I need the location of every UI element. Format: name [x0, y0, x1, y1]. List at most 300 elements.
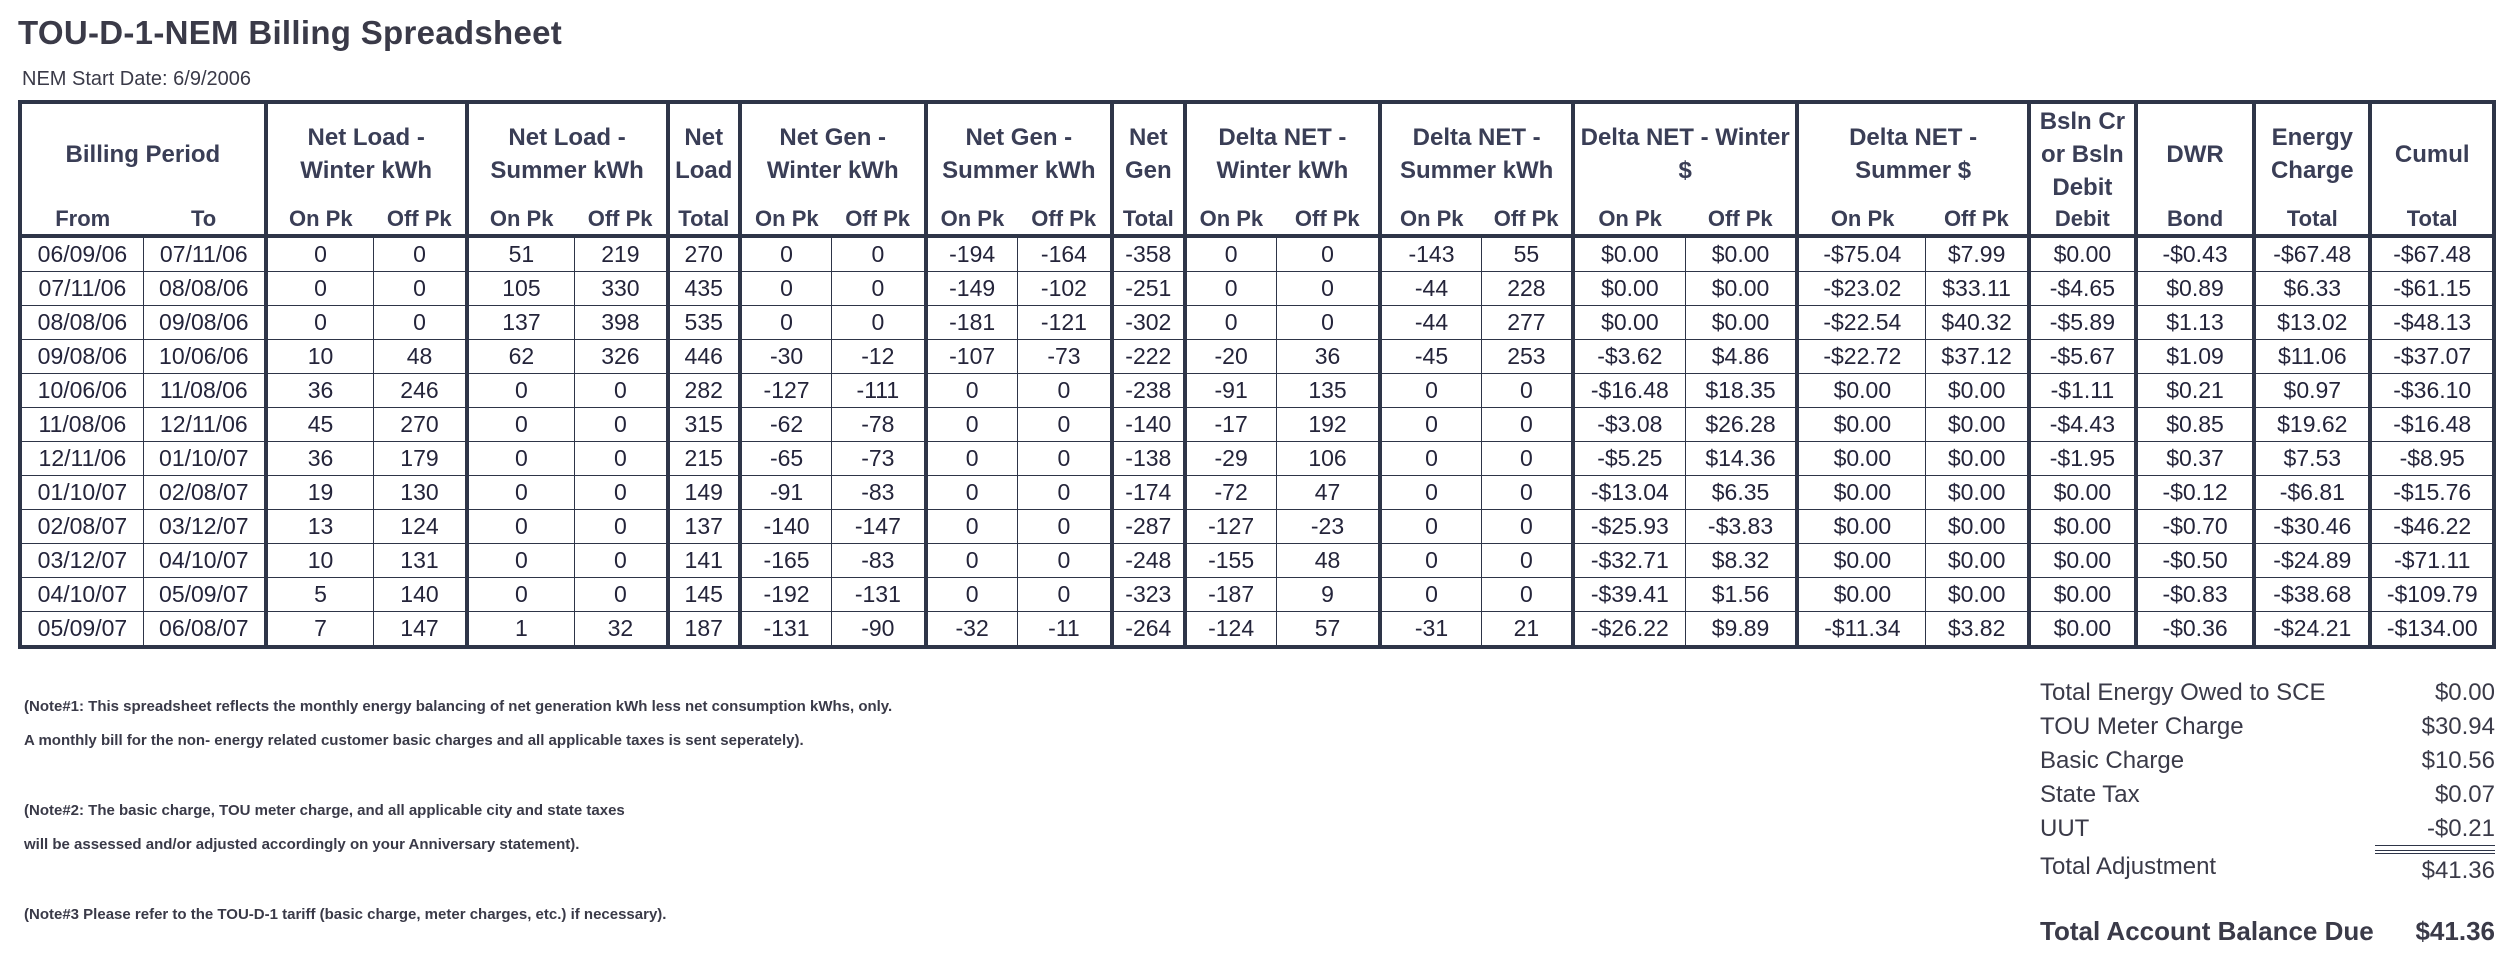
header-delta-net-winter-kwh: Delta NET - Winter kWh: [1185, 102, 1381, 204]
table-cell: -143: [1380, 236, 1481, 272]
table-cell: $0.00: [1926, 408, 2029, 442]
table-cell: 07/11/06: [20, 272, 143, 306]
table-cell: -$24.21: [2254, 612, 2370, 648]
header-net-gen: Net Gen: [1112, 102, 1184, 204]
table-cell: 10/06/06: [143, 340, 265, 374]
note-1-line-2: A monthly bill for the non- energy related customer basic charges and all applicable taxes is sent seperately).: [24, 732, 804, 749]
table-cell: 192: [1276, 408, 1380, 442]
summary-row-basic-charge: [2040, 744, 2495, 778]
table-cell: 0: [926, 510, 1018, 544]
table-cell: 02/08/07: [20, 510, 143, 544]
table-cell: 0: [926, 408, 1018, 442]
table-cell: -$38.68: [2254, 578, 2370, 612]
table-cell: -29: [1185, 442, 1277, 476]
table-cell: $6.33: [2254, 272, 2370, 306]
subheader-cell: Total: [668, 204, 740, 236]
table-cell: 08/08/06: [20, 306, 143, 340]
table-cell: 0: [575, 476, 668, 510]
table-cell: 124: [374, 510, 467, 544]
table-cell: 10: [266, 340, 374, 374]
table-cell: -73: [832, 442, 926, 476]
summary-label: TOU Meter Charge: [2040, 713, 2244, 740]
total-adjustment-amount: $41.36: [2375, 850, 2495, 884]
table-cell: 0: [926, 442, 1018, 476]
table-cell: 0: [1380, 510, 1481, 544]
header-net-load-winter: Net Load - Winter kWh: [266, 102, 467, 204]
table-cell: 315: [668, 408, 740, 442]
table-cell: -194: [926, 236, 1018, 272]
table-cell: -174: [1112, 476, 1184, 510]
header-cumul: Cumul: [2370, 102, 2494, 204]
table-cell: -$5.67: [2029, 340, 2136, 374]
table-cell: $13.02: [2254, 306, 2370, 340]
table-cell: 0: [1017, 544, 1112, 578]
table-cell: -$67.48: [2254, 236, 2370, 272]
header-delta-net-winter-usd: Delta NET - Winter $: [1573, 102, 1797, 204]
table-cell: 0: [1481, 374, 1573, 408]
table-cell: 5: [266, 578, 374, 612]
table-cell: $18.35: [1685, 374, 1797, 408]
subheader-cell: On Pk: [266, 204, 374, 236]
table-cell: $0.00: [1573, 272, 1685, 306]
table-cell: -$8.95: [2370, 442, 2494, 476]
balance-due-label: Total Account Balance Due: [2040, 916, 2374, 946]
table-cell: 48: [374, 340, 467, 374]
table-cell: -17: [1185, 408, 1277, 442]
subheader-cell: On Pk: [1185, 204, 1277, 236]
table-cell: 10: [266, 544, 374, 578]
table-cell: 0: [467, 408, 575, 442]
table-cell: 149: [668, 476, 740, 510]
table-cell: -140: [740, 510, 832, 544]
table-cell: -91: [1185, 374, 1277, 408]
subheader-cell: From: [20, 204, 143, 236]
table-cell: $4.86: [1685, 340, 1797, 374]
table-cell: 106: [1276, 442, 1380, 476]
table-cell: 0: [1017, 374, 1112, 408]
subheader-cell: On Pk: [1797, 204, 1925, 236]
table-cell: 270: [668, 236, 740, 272]
table-cell: -323: [1112, 578, 1184, 612]
table-cell: 12/11/06: [143, 408, 265, 442]
table-cell: 0: [1276, 272, 1380, 306]
table-cell: 0: [1380, 476, 1481, 510]
table-cell: 02/08/07: [143, 476, 265, 510]
summary-row-balance-due: [2040, 914, 2495, 948]
table-cell: 13: [266, 510, 374, 544]
table-cell: -$6.81: [2254, 476, 2370, 510]
table-cell: 36: [1276, 340, 1380, 374]
table-cell: 137: [467, 306, 575, 340]
table-cell: 04/10/07: [20, 578, 143, 612]
table-cell: $0.00: [1797, 408, 1925, 442]
table-cell: 253: [1481, 340, 1573, 374]
table-row: [20, 272, 2494, 306]
table-cell: -90: [832, 612, 926, 648]
table-cell: -$71.11: [2370, 544, 2494, 578]
table-cell: -187: [1185, 578, 1277, 612]
table-cell: 145: [668, 578, 740, 612]
table-cell: 0: [467, 442, 575, 476]
table-cell: $14.36: [1685, 442, 1797, 476]
table-cell: 0: [575, 510, 668, 544]
table-cell: 0: [1185, 272, 1277, 306]
table-cell: $37.12: [1926, 340, 2029, 374]
table-cell: 147: [374, 612, 467, 648]
table-cell: 0: [266, 272, 374, 306]
table-cell: -149: [926, 272, 1018, 306]
header-delta-net-summer-kwh: Delta NET - Summer kWh: [1380, 102, 1573, 204]
table-cell: 0: [740, 272, 832, 306]
table-row: [20, 612, 2494, 648]
table-cell: 0: [575, 408, 668, 442]
table-cell: -164: [1017, 236, 1112, 272]
table-cell: -$5.25: [1573, 442, 1685, 476]
table-cell: -$67.48: [2370, 236, 2494, 272]
table-cell: 0: [1185, 236, 1277, 272]
table-cell: $8.32: [1685, 544, 1797, 578]
table-cell: $0.00: [1797, 544, 1925, 578]
table-cell: -358: [1112, 236, 1184, 272]
balance-due-amount: $41.36: [2415, 916, 2495, 946]
table-cell: -91: [740, 476, 832, 510]
table-cell: 398: [575, 306, 668, 340]
table-row: [20, 578, 2494, 612]
note-1-line-1: (Note#1: This spreadsheet reflects the monthly energy balancing of net generation kWh less net consumption kWhs, only.: [24, 698, 893, 715]
header-net-load-summer: Net Load - Summer kWh: [467, 102, 668, 204]
table-row: [20, 236, 2494, 272]
table-cell: 0: [1481, 544, 1573, 578]
table-cell: $0.89: [2136, 272, 2254, 306]
table-cell: 0: [1185, 306, 1277, 340]
table-cell: 0: [1017, 578, 1112, 612]
note-2-line-2: will be assessed and/or adjusted accordingly on your Anniversary statement).: [24, 836, 580, 853]
table-cell: -20: [1185, 340, 1277, 374]
table-cell: 0: [740, 306, 832, 340]
table-cell: -$3.08: [1573, 408, 1685, 442]
table-cell: 03/12/07: [20, 544, 143, 578]
subheader-cell: On Pk: [1380, 204, 1481, 236]
table-cell: -$61.15: [2370, 272, 2494, 306]
table-cell: 0: [467, 476, 575, 510]
table-row: [20, 442, 2494, 476]
table-cell: 0: [374, 236, 467, 272]
table-cell: -30: [740, 340, 832, 374]
table-cell: -$15.76: [2370, 476, 2494, 510]
table-cell: -65: [740, 442, 832, 476]
table-cell: 09/08/06: [143, 306, 265, 340]
table-cell: -138: [1112, 442, 1184, 476]
table-cell: -222: [1112, 340, 1184, 374]
table-cell: $0.97: [2254, 374, 2370, 408]
subheader-cell: On Pk: [1573, 204, 1685, 236]
table-cell: 0: [1481, 476, 1573, 510]
table-row: [20, 340, 2494, 374]
table-cell: -$30.46: [2254, 510, 2370, 544]
table-cell: -107: [926, 340, 1018, 374]
table-cell: -251: [1112, 272, 1184, 306]
table-cell: $0.00: [1926, 442, 2029, 476]
table-cell: -31: [1380, 612, 1481, 648]
table-cell: -23: [1276, 510, 1380, 544]
table-cell: -131: [832, 578, 926, 612]
table-cell: 187: [668, 612, 740, 648]
table-cell: -83: [832, 544, 926, 578]
subheader-cell: On Pk: [740, 204, 832, 236]
table-cell: -181: [926, 306, 1018, 340]
table-cell: -121: [1017, 306, 1112, 340]
table-cell: 228: [1481, 272, 1573, 306]
table-cell: 105: [467, 272, 575, 306]
table-cell: 48: [1276, 544, 1380, 578]
table-cell: -$36.10: [2370, 374, 2494, 408]
table-cell: -$25.93: [1573, 510, 1685, 544]
table-cell: $0.85: [2136, 408, 2254, 442]
table-cell: 326: [575, 340, 668, 374]
table-cell: $33.11: [1926, 272, 2029, 306]
table-cell: 270: [374, 408, 467, 442]
table-cell: -$23.02: [1797, 272, 1925, 306]
table-cell: 0: [832, 272, 926, 306]
table-cell: 0: [1276, 306, 1380, 340]
table-cell: -$39.41: [1573, 578, 1685, 612]
note-2-line-1: (Note#2: The basic charge, TOU meter charge, and all applicable city and state taxes: [24, 802, 625, 819]
subheader-cell: Total: [2370, 204, 2494, 236]
table-cell: 277: [1481, 306, 1573, 340]
table-cell: -12: [832, 340, 926, 374]
table-cell: 36: [266, 442, 374, 476]
table-cell: 215: [668, 442, 740, 476]
table-cell: -$32.71: [1573, 544, 1685, 578]
table-cell: $7.99: [1926, 236, 2029, 272]
table-cell: $1.13: [2136, 306, 2254, 340]
table-cell: 0: [467, 578, 575, 612]
table-cell: 0: [926, 578, 1018, 612]
table-cell: -$0.36: [2136, 612, 2254, 648]
table-cell: 04/10/07: [143, 544, 265, 578]
table-body: [20, 236, 2494, 647]
header-billing-period: Billing Period: [20, 102, 266, 204]
table-cell: $0.00: [1926, 544, 2029, 578]
table-cell: 12/11/06: [20, 442, 143, 476]
table-cell: $0.00: [1573, 306, 1685, 340]
table-cell: 0: [1276, 236, 1380, 272]
table-cell: 0: [1481, 408, 1573, 442]
summary-row-uut: [2040, 812, 2495, 846]
table-cell: -$11.34: [1797, 612, 1925, 648]
table-cell: 0: [1017, 476, 1112, 510]
table-cell: 62: [467, 340, 575, 374]
table-cell: $40.32: [1926, 306, 2029, 340]
table-cell: 0: [832, 306, 926, 340]
summary-label: Basic Charge: [2040, 747, 2185, 774]
subheader-cell: Off Pk: [1926, 204, 2029, 236]
table-cell: 01/10/07: [20, 476, 143, 510]
table-cell: $0.00: [1685, 272, 1797, 306]
table-cell: 1: [467, 612, 575, 648]
table-cell: -192: [740, 578, 832, 612]
table-cell: -$0.12: [2136, 476, 2254, 510]
table-cell: -$1.95: [2029, 442, 2136, 476]
table-cell: -131: [740, 612, 832, 648]
table-cell: -127: [1185, 510, 1277, 544]
table-cell: 11/08/06: [143, 374, 265, 408]
table-cell: -$16.48: [2370, 408, 2494, 442]
subheader-cell: Off Pk: [575, 204, 668, 236]
table-cell: $0.00: [2029, 544, 2136, 578]
table-cell: -$46.22: [2370, 510, 2494, 544]
table-cell: 0: [1380, 544, 1481, 578]
table-cell: 7: [266, 612, 374, 648]
table-cell: $0.00: [1926, 476, 2029, 510]
table-cell: -127: [740, 374, 832, 408]
table-cell: -$109.79: [2370, 578, 2494, 612]
table-cell: $6.35: [1685, 476, 1797, 510]
table-cell: 219: [575, 236, 668, 272]
summary-amount: -$0.21: [2375, 812, 2495, 846]
header-delta-net-summer-usd: Delta NET - Summer $: [1797, 102, 2028, 204]
table-cell: 0: [266, 306, 374, 340]
table-cell: -$4.65: [2029, 272, 2136, 306]
table-cell: -11: [1017, 612, 1112, 648]
subheader-cell: On Pk: [467, 204, 575, 236]
table-cell: 0: [1380, 408, 1481, 442]
summary-amount: $0.07: [2434, 781, 2495, 808]
table-cell: 130: [374, 476, 467, 510]
table-cell: 131: [374, 544, 467, 578]
table-cell: 19: [266, 476, 374, 510]
table-cell: 0: [926, 374, 1018, 408]
table-cell: $0.00: [1685, 306, 1797, 340]
subheader-cell: Bond: [2136, 204, 2254, 236]
table-cell: $19.62: [2254, 408, 2370, 442]
table-row: [20, 374, 2494, 408]
table-cell: 55: [1481, 236, 1573, 272]
table-cell: $0.37: [2136, 442, 2254, 476]
subheader-cell: Off Pk: [1276, 204, 1380, 236]
table-cell: 0: [374, 272, 467, 306]
table-cell: -$75.04: [1797, 236, 1925, 272]
table-cell: -102: [1017, 272, 1112, 306]
table-cell: 330: [575, 272, 668, 306]
header-net-load: Net Load: [668, 102, 740, 204]
table-cell: $0.00: [2029, 510, 2136, 544]
table-cell: -72: [1185, 476, 1277, 510]
table-cell: 06/09/06: [20, 236, 143, 272]
table-cell: -$22.54: [1797, 306, 1925, 340]
table-cell: 09/08/06: [20, 340, 143, 374]
table-cell: $0.00: [1926, 374, 2029, 408]
table-cell: 140: [374, 578, 467, 612]
table-cell: -140: [1112, 408, 1184, 442]
summary-label: Total Energy Owed to SCE: [2040, 679, 2326, 706]
table-cell: 0: [1017, 442, 1112, 476]
table-cell: -$26.22: [1573, 612, 1685, 648]
billing-table: [18, 100, 2496, 649]
table-cell: -302: [1112, 306, 1184, 340]
table-cell: -44: [1380, 306, 1481, 340]
table-cell: 0: [575, 374, 668, 408]
note-3: (Note#3 Please refer to the TOU-D-1 tariff (basic charge, meter charges, etc.) if necessary).: [24, 906, 667, 923]
summary-row-energy-owed: [2040, 676, 2495, 710]
subheader-row: [20, 204, 2494, 236]
summary-amount: $10.56: [2421, 747, 2495, 774]
page-title: TOU-D-1-NEM Billing Spreadsheet: [18, 14, 563, 51]
table-cell: -248: [1112, 544, 1184, 578]
table-cell: 05/09/07: [143, 578, 265, 612]
table-cell: -83: [832, 476, 926, 510]
table-cell: 57: [1276, 612, 1380, 648]
table-cell: -155: [1185, 544, 1277, 578]
table-cell: 11/08/06: [20, 408, 143, 442]
table-cell: -$24.89: [2254, 544, 2370, 578]
summary-row-state-tax: [2040, 778, 2495, 812]
table-row: [20, 544, 2494, 578]
table-cell: -264: [1112, 612, 1184, 648]
table-cell: 0: [1481, 578, 1573, 612]
table-row: [20, 476, 2494, 510]
table-cell: -44: [1380, 272, 1481, 306]
table-cell: -45: [1380, 340, 1481, 374]
table-cell: -$0.83: [2136, 578, 2254, 612]
table-cell: 0: [832, 236, 926, 272]
table-cell: -238: [1112, 374, 1184, 408]
table-row: [20, 306, 2494, 340]
table-cell: 535: [668, 306, 740, 340]
table-cell: 0: [374, 306, 467, 340]
header-net-gen-winter: Net Gen - Winter kWh: [740, 102, 926, 204]
table-cell: 137: [668, 510, 740, 544]
table-cell: 0: [926, 476, 1018, 510]
summary-row-total-adjustment: [2040, 850, 2495, 884]
table-cell: 282: [668, 374, 740, 408]
table-cell: 0: [1481, 510, 1573, 544]
table-cell: -73: [1017, 340, 1112, 374]
table-cell: 08/08/06: [143, 272, 265, 306]
subheader-cell: Off Pk: [1685, 204, 1797, 236]
table-cell: -$48.13: [2370, 306, 2494, 340]
table-cell: 0: [740, 236, 832, 272]
table-cell: 0: [1017, 510, 1112, 544]
table-cell: -$37.07: [2370, 340, 2494, 374]
table-cell: $0.00: [1797, 442, 1925, 476]
summary-amount: $0.00: [2434, 679, 2495, 706]
table-cell: -$0.50: [2136, 544, 2254, 578]
table-cell: 9: [1276, 578, 1380, 612]
table-cell: 36: [266, 374, 374, 408]
table-cell: 0: [1380, 442, 1481, 476]
table-cell: $0.00: [1926, 510, 2029, 544]
summary-amount: $30.94: [2421, 713, 2495, 740]
table-row: [20, 408, 2494, 442]
table-cell: 0: [926, 544, 1018, 578]
subheader-cell: To: [143, 204, 265, 236]
table-cell: $3.82: [1926, 612, 2029, 648]
table-cell: 435: [668, 272, 740, 306]
nem-start-date: NEM Start Date: 6/9/2006: [22, 68, 252, 90]
table-cell: $0.00: [1926, 578, 2029, 612]
table-cell: $11.06: [2254, 340, 2370, 374]
table-cell: -32: [926, 612, 1018, 648]
table-cell: $0.00: [2029, 612, 2136, 648]
subheader-cell: Off Pk: [374, 204, 467, 236]
table-cell: -$3.83: [1685, 510, 1797, 544]
summary-label: UUT: [2040, 815, 2090, 842]
total-adjustment-label: Total Adjustment: [2040, 853, 2217, 880]
subheader-cell: Off Pk: [1017, 204, 1112, 236]
table-cell: $0.00: [1797, 510, 1925, 544]
table-cell: 0: [266, 236, 374, 272]
